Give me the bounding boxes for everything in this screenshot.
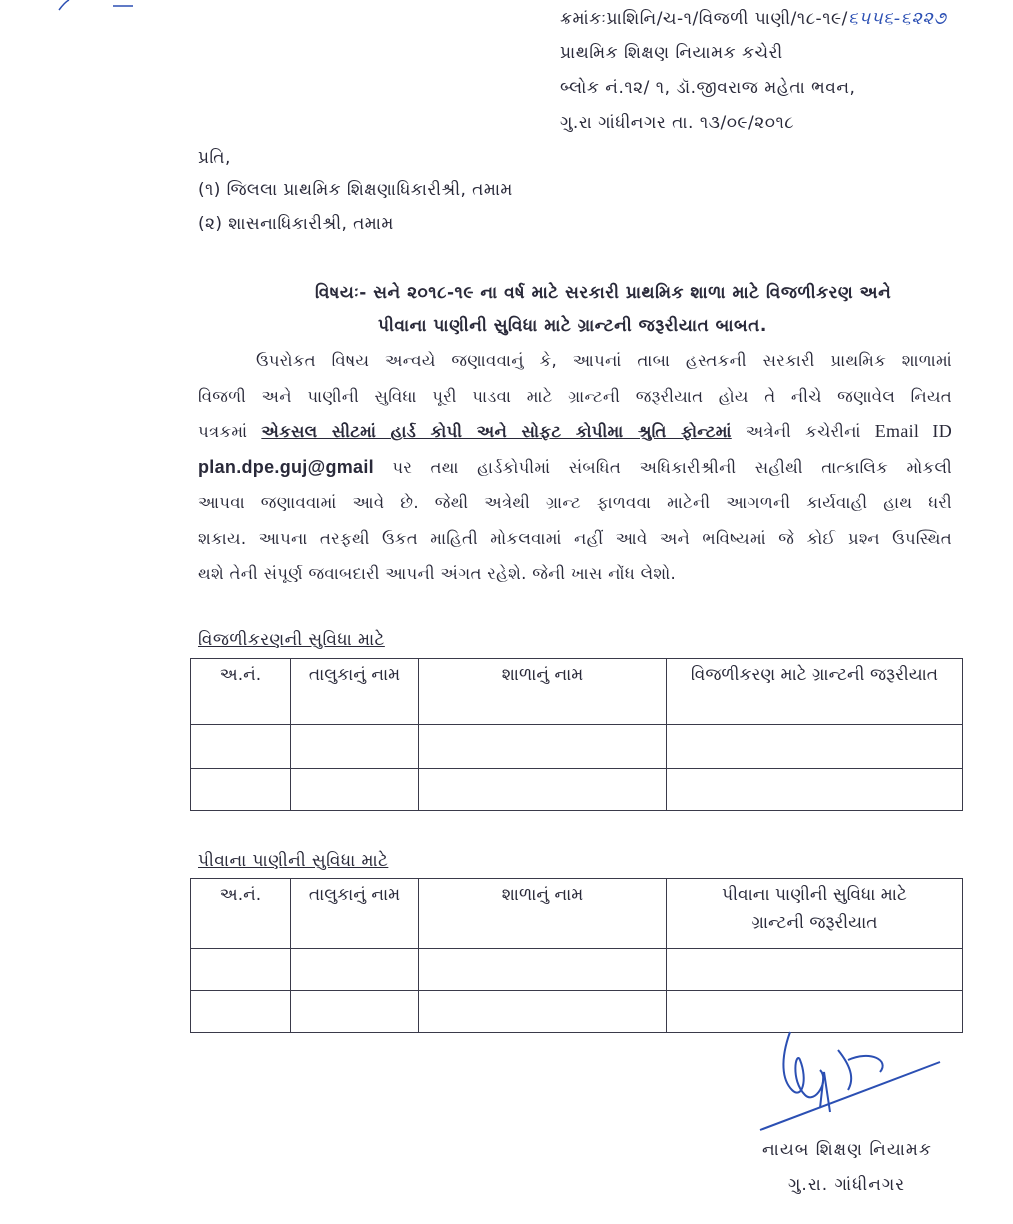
subject-line-1: વિષયઃ- સને ૨૦૧૮-૧૯ ના વર્ષ માટે સરકારી પ્રાથમિક શાળા માટે વિજળીકરણ અને — [315, 283, 892, 303]
table-cell[interactable] — [191, 725, 291, 769]
table-cell[interactable] — [291, 949, 419, 991]
table-cell[interactable] — [191, 949, 291, 991]
header-cell: તાલુકાનું નામ — [291, 659, 419, 725]
header-cell: શાળાનું નામ — [419, 879, 667, 949]
body-paragraph — [198, 343, 952, 592]
table-cell[interactable] — [419, 725, 667, 769]
bold-instruction: એકસલ સીટમાં હાર્ડ કોપી અને સોફટ કોપીમા શ્રુતિ ફોન્ટમાં — [261, 422, 732, 441]
body-line-5: આપવા જણાવવામાં આવે છે. જેથી અત્રેથી ગ્રાન્ટ ફાળવવા માટેની આગળની કાર્યવાહી હાથ ધરી — [198, 493, 952, 512]
header-cell: તાલુકાનું નામ — [291, 879, 419, 949]
table-cell[interactable] — [291, 725, 419, 769]
recipient-1: (૧) જિલલા પ્રાથમિક શિક્ષણાધિકારીશ્રી, તમામ — [198, 180, 513, 200]
table-cell[interactable] — [419, 949, 667, 991]
prati-label: પ્રતિ, — [198, 148, 231, 168]
table-cell[interactable] — [667, 769, 963, 811]
signature-scribble — [720, 1020, 960, 1140]
office-name: પ્રાથમિક શિક્ષણ નિયામક કચેરી — [560, 43, 783, 63]
body-line-1: ઉપરોકત વિષય અન્વયે જણાવવાનું કે, આપનાં તાબા હસ્તકની સરકારી પ્રાથમિક શાળામાં — [256, 351, 952, 370]
signatory-place: ગુ.રા. ગાંધીનગર — [788, 1175, 906, 1195]
table-cell[interactable] — [667, 949, 963, 991]
corner-pen-mark — [55, 0, 135, 14]
body-line-6: શકાય. આપના તરફથી ઉકત માહિતી મોકલવામાં નહીં આવે અને ભવિષ્યમાં જે કોઈ પ્રશ્ન ઉપસ્થિત — [198, 528, 952, 548]
body-line-3: પત્રકમાં એકસલ સીટમાં હાર્ડ કોપી અને સોફટ કોપીમા શ્રુતિ ફોન્ટમાં અત્રેની કચેરીનાં Email ID — [198, 421, 952, 441]
table-header-row — [191, 879, 963, 949]
table-cell[interactable] — [667, 725, 963, 769]
email-address: plan.dpe.guj@gmail — [198, 456, 374, 477]
table-row — [191, 949, 963, 991]
header-cell: વિજળીકરણ માટે ગ્રાન્ટની જરૂરીયાત — [667, 659, 963, 725]
table-cell[interactable] — [419, 769, 667, 811]
reference-number: ક્રમાંકઃપ્રાશિનિ/ચ-૧/વિજળી પાણી/૧૮-૧૯/૬૫૫૬-૬૨૨૭ — [560, 8, 947, 29]
table-cell[interactable] — [419, 991, 667, 1033]
table-row — [191, 769, 963, 811]
subject-line-2: પીવાના પાણીની સુવિધા માટે ગ્રાન્ટની જરૂરીયાત બાબત. — [378, 316, 767, 336]
body-line-7: થશે તેની સંપૂર્ણ જવાબદારી આપની અંગત રહેશે. જેની ખાસ નોંધ લેશો. — [198, 564, 677, 583]
header-cell: શાળાનું નામ — [419, 659, 667, 725]
table-row — [191, 725, 963, 769]
header-cell: અ.નં. — [191, 659, 291, 725]
recipient-2: (૨) શાસનાધિકારીશ્રી, તમામ — [198, 214, 394, 234]
office-address: બ્લોક નં.૧૨/ ૧, ડૉ.જીવરાજ મહેતા ભવન, — [560, 78, 856, 98]
header-cell: અ.નં. — [191, 879, 291, 949]
table2-title: પીવાના પાણીની સુવિધા માટે — [198, 851, 389, 871]
table1-title: વિજળીકરણની સુવિધા માટે — [198, 630, 385, 650]
table-cell[interactable] — [291, 991, 419, 1033]
electrification-table — [190, 658, 963, 811]
body-line-2: વિજળી અને પાણીની સુવિધા પૂરી પાડવા માટે ગ્રાન્ટની જરૂરીયાત હોય તે નીચે જણાવેલ નિયત — [198, 386, 952, 406]
handwritten-ref: ૬૫૫૬-૬૨૨૭ — [847, 8, 947, 29]
table-cell[interactable] — [191, 769, 291, 811]
signatory-designation: નાયબ શિક્ષણ નિયામક — [762, 1140, 932, 1160]
body-line-4: plan.dpe.guj@gmail પર તથા હાર્ડકોપીમાં સંબધિત અધિકારીશ્રીની સહીથી તાત્કાલિક મોકલી — [198, 456, 952, 477]
place-date: ગુ.રા ગાંધીનગર તા. ૧૩/૦૯/૨૦૧૮ — [560, 113, 795, 133]
drinking-water-table — [190, 878, 963, 1033]
header-cell: પીવાના પાણીની સુવિધા માટે ગ્રાન્ટની જરૂરીયાત — [667, 879, 963, 949]
table-cell[interactable] — [191, 991, 291, 1033]
table-header-row — [191, 659, 963, 725]
table-cell[interactable] — [291, 769, 419, 811]
